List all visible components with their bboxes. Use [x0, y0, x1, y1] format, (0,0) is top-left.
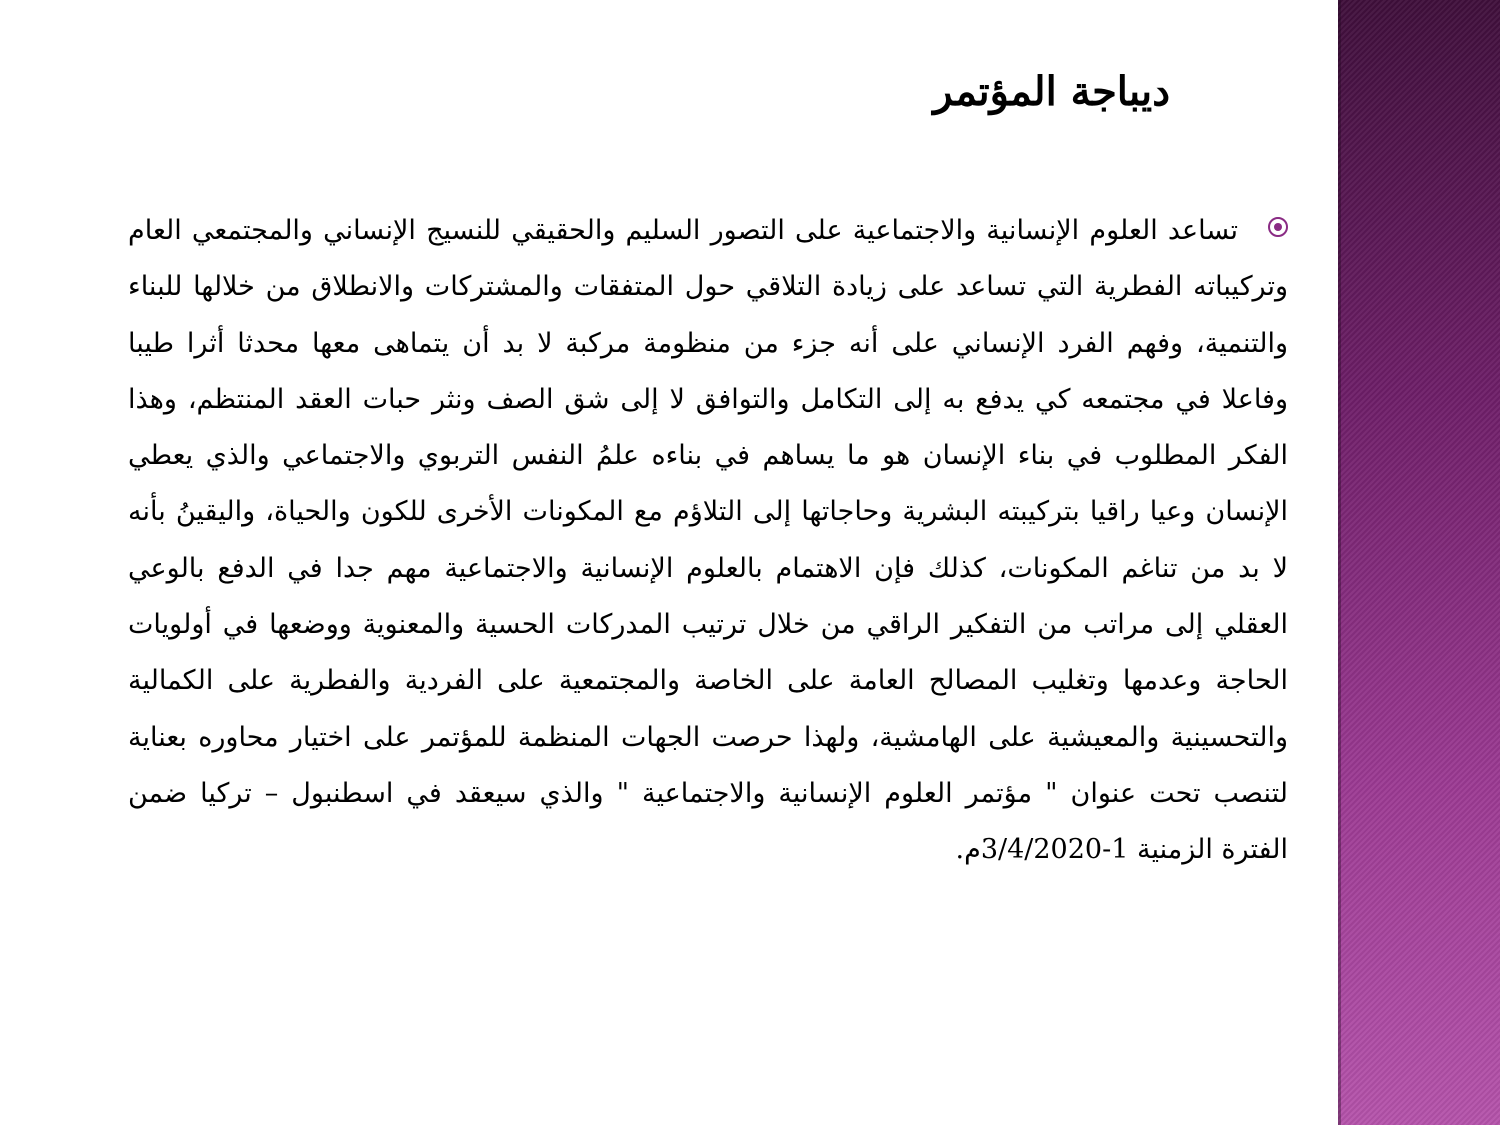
body-paragraph: تساعد العلوم الإنسانية والاجتماعية على التصور السليم والحقيقي للنسيج الإنساني والمجتمعي العام وتركيباته الفطرية التي تساعد على زيادة التلاقي حول المتفقات والمشتركات والانطلاق من خلالها للبناء والتنمية، وفهم الفرد الإنساني على أنه جزء من منظومة مركبة لا بد أن يتماهى معها محدثا أثرا طيبا وفاعلا في مجتمعه كي يدفع به إلى التكامل والتوافق لا إلى شق الصف ونثر حبات العقد المنتظم، وهذا الفكر المطلوب في بناء الإنسان هو ما يساهم في بناءه علمُ النفس التربوي والاجتماعي والذي يعطي الإنسان وعيا راقيا بتركيبته البشرية وحاجاتها إلى التلاؤم مع المكونات الأخرى للكون والحياة، واليقينُ بأنه لا بد من تناغم المكونات، كذلك فإن الاهتمام بالعلوم الإنسانية والاجتماعية مهم جدا في الدفع بالوعي العقلي إلى مراتب من التفكير الراقي من خلال ترتيب المدركات الحسية والمعنوية ووضعها في أولويات الحاجة وعدمها وتغليب المصالح العامة على الخاصة والمجتمعية على الفردية والفطرية على الكمالية والتحسينية والمعيشية على الهامشية، ولهذا حرصت الجهات المنظمة للمؤتمر على اختيار محاوره بعناية لتنصب تحت عنوان " مؤتمر العلوم الإنسانية والاجتماعية " والذي سيعقد في اسطنبول – تركيا ضمن الفترة الزمنية 1-3/4/2020م. — [128, 215, 1288, 866]
slide-content — [128, 203, 1288, 1003]
side-bar-texture — [1338, 0, 1500, 1125]
side-bar-edge — [1338, 0, 1341, 1125]
decorative-side-bar — [1338, 0, 1500, 1125]
slide-title: ديباجة المؤتمر — [933, 68, 1170, 115]
